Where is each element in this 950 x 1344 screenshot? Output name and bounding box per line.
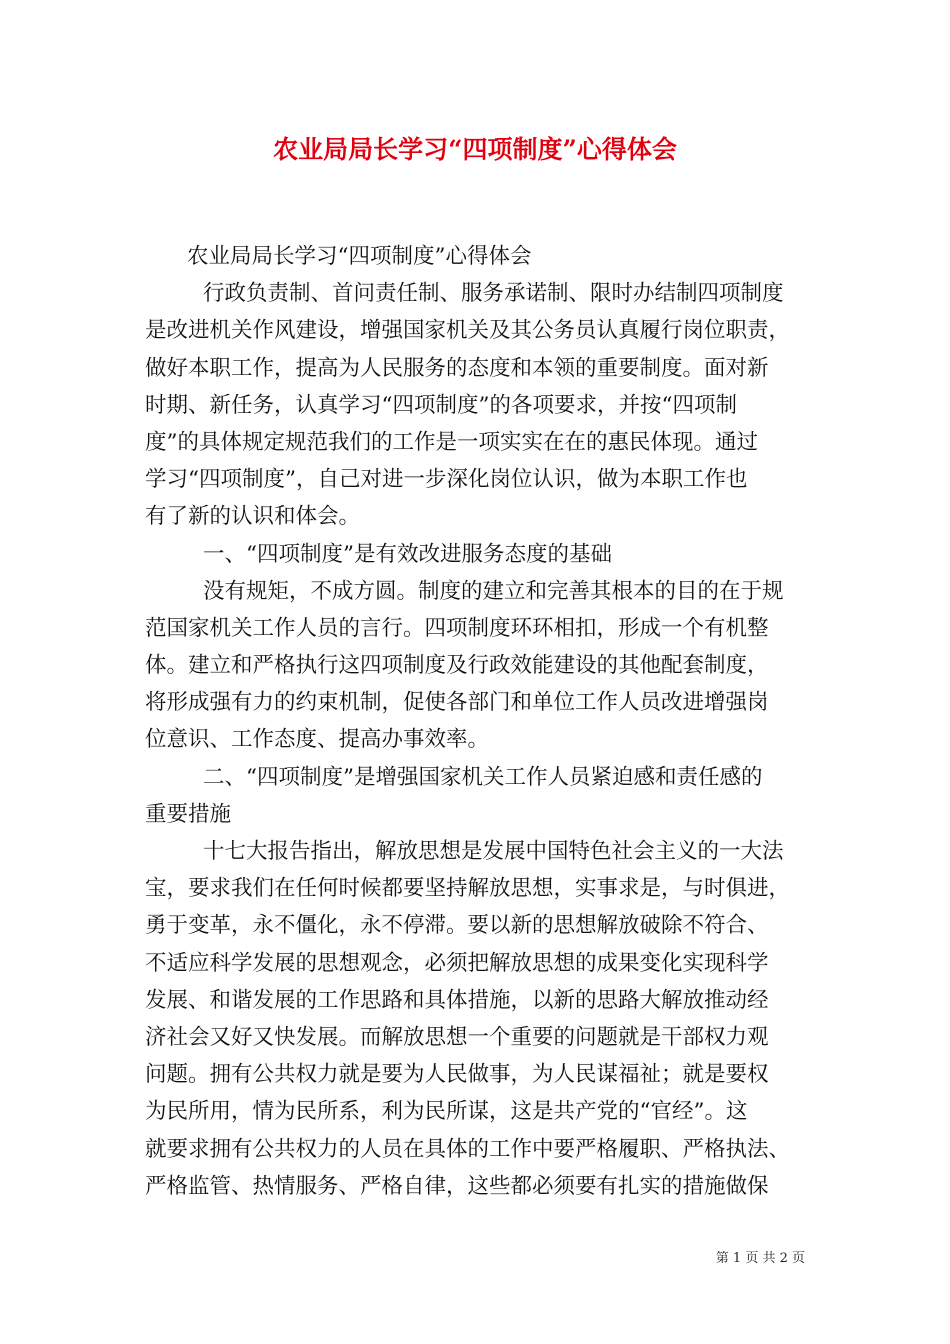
text-line: 有了新的认识和体会。 xyxy=(145,504,361,530)
document-body xyxy=(145,238,807,1205)
text-line: 严格监管、热情服务、严格自律，这些都必须要有扎实的措施做保 xyxy=(145,1173,769,1199)
text-line: 不适应科学发展的思想观念，必须把解放思想的成果变化实现科学 xyxy=(145,950,769,976)
text-line: 济社会又好又快发展。而解放思想一个重要的问题就是干部权力观 xyxy=(145,1024,769,1050)
text-line: 体。建立和严格执行这四项制度及行政效能建设的其他配套制度， xyxy=(145,653,769,679)
text-line: 为民所用，情为民所系，利为民所谋，这是共产党的“官经”。这 xyxy=(145,1099,748,1125)
text-line: 位意识、工作态度、提高办事效率。 xyxy=(145,727,490,753)
text-line: 宝，要求我们在任何时候都要坚持解放思想，实事求是，与时俱进， xyxy=(145,876,791,902)
section-heading: 二、“四项制度”是增强国家机关工作人员紧迫感和责任感的 xyxy=(203,764,763,790)
text-line: 范国家机关工作人员的言行。四项制度环环相扣，形成一个有机整 xyxy=(145,615,769,641)
text-line: 行政负责制、首问责任制、服务承诺制、限时办结制四项制度 xyxy=(203,281,784,307)
text-line: 没有规矩，不成方圆。制度的建立和完善其根本的目的在于规 xyxy=(203,578,784,604)
section-heading-continued: 重要措施 xyxy=(145,801,232,827)
text-line: 问题。拥有公共权力就是要为人民做事，为人民谋福祉；就是要权 xyxy=(145,1062,769,1088)
section-heading: 一、“四项制度”是有效改进服务态度的基础 xyxy=(203,541,612,567)
text-line: 做好本职工作，提高为人民服务的态度和本领的重要制度。面对新 xyxy=(145,355,769,381)
text-line: 将形成强有力的约束机制，促使各部门和单位工作人员改进增强岗 xyxy=(145,690,769,716)
text-line: 学习“四项制度”，自己对进一步深化岗位认识，做为本职工作也 xyxy=(145,467,748,493)
page-number: 第 1 页 共 2 页 xyxy=(715,1251,805,1266)
text-line: 农业局局长学习“四项制度”心得体会 xyxy=(187,244,532,269)
text-line: 时期、新任务，认真学习“四项制度”的各项要求，并按“四项制 xyxy=(145,392,737,418)
text-line: 是改进机关作风建设，增强国家机关及其公务员认真履行岗位职责， xyxy=(145,318,791,344)
text-line: 度”的具体规定规范我们的工作是一项实实在在的惠民体现。通过 xyxy=(145,429,758,455)
text-line: 十七大报告指出，解放思想是发展中国特色社会主义的一大法 xyxy=(203,839,784,864)
text-line: 勇于变革，永不僵化，永不停滞。要以新的思想解放破除不符合、 xyxy=(145,913,769,939)
text-line: 就要求拥有公共权力的人员在具体的工作中要严格履职、严格执法、 xyxy=(145,1136,791,1162)
page-title: 农业局局长学习“四项制度”心得体会 xyxy=(273,135,677,164)
text-line: 发展、和谐发展的工作思路和具体措施，以新的思路大解放推动经 xyxy=(145,987,769,1013)
